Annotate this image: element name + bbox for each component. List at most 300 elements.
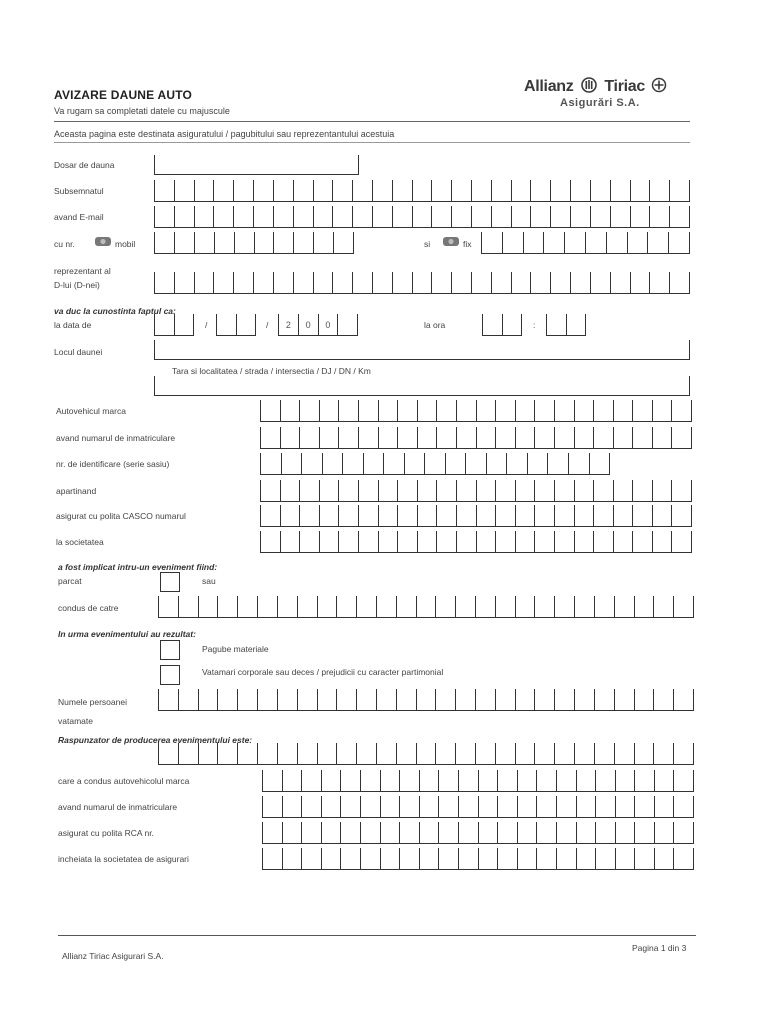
letter-cell[interactable] [495, 743, 515, 764]
letter-cell[interactable] [317, 596, 337, 617]
letter-cell[interactable] [517, 848, 537, 869]
letter-cell[interactable] [217, 689, 237, 710]
letter-cell[interactable] [515, 531, 535, 552]
letter-cell[interactable] [456, 427, 476, 448]
letter-cell[interactable] [262, 796, 282, 817]
letter-cell[interactable] [458, 770, 478, 791]
letter-cell[interactable] [280, 427, 300, 448]
letter-cell[interactable] [338, 531, 358, 552]
letter-cell[interactable] [471, 206, 491, 227]
letter-cell[interactable] [502, 314, 523, 335]
letter-cell[interactable] [319, 400, 339, 421]
letter-cell[interactable] [652, 480, 672, 501]
letter-cell[interactable] [594, 743, 614, 764]
letter-cell[interactable] [653, 689, 673, 710]
letter-cell[interactable] [515, 400, 535, 421]
letter-cell[interactable] [338, 505, 358, 526]
letter-cell[interactable] [372, 180, 392, 201]
letter-cell[interactable] [594, 596, 614, 617]
letter-cell[interactable] [253, 272, 273, 293]
letter-cell[interactable] [634, 743, 654, 764]
letter-cell[interactable] [610, 206, 630, 227]
letter-cell[interactable] [550, 206, 570, 227]
letter-cell[interactable] [673, 743, 694, 764]
letter-cell[interactable] [217, 743, 237, 764]
letter-cell[interactable] [313, 180, 333, 201]
letter-cell[interactable] [380, 796, 400, 817]
letter-cell[interactable] [610, 180, 630, 201]
societatea-asig-field[interactable] [262, 848, 694, 870]
letter-cell[interactable] [671, 427, 692, 448]
letter-cell[interactable] [399, 822, 419, 843]
letter-cell[interactable] [237, 596, 257, 617]
letter-cell[interactable] [497, 796, 517, 817]
letter-cell[interactable] [511, 206, 531, 227]
letter-cell[interactable] [613, 427, 633, 448]
letter-cell[interactable] [332, 272, 352, 293]
letter-cell[interactable] [397, 427, 417, 448]
letter-cell[interactable] [478, 796, 498, 817]
letter-cell[interactable] [260, 427, 280, 448]
letter-cell[interactable] [491, 180, 511, 201]
letter-cell[interactable] [332, 180, 352, 201]
letter-cell[interactable] [511, 180, 531, 201]
letter-cell[interactable] [570, 272, 590, 293]
letter-cell[interactable] [412, 180, 432, 201]
letter-cell[interactable] [649, 206, 669, 227]
letter-cell[interactable] [652, 531, 672, 552]
letter-cell[interactable] [554, 743, 574, 764]
letter-cell[interactable] [476, 400, 496, 421]
letter-cell[interactable] [392, 180, 412, 201]
letter-cell[interactable] [299, 427, 319, 448]
letter-cell[interactable] [378, 531, 398, 552]
letter-cell[interactable] [198, 743, 218, 764]
letter-cell[interactable] [652, 400, 672, 421]
letter-cell[interactable] [356, 596, 376, 617]
letter-cell[interactable] [158, 743, 178, 764]
letter-cell[interactable] [363, 453, 384, 474]
letter-cell[interactable] [593, 505, 613, 526]
letter-cell[interactable] [465, 453, 486, 474]
letter-cell[interactable] [455, 596, 475, 617]
letter-cell[interactable] [262, 822, 282, 843]
letter-cell[interactable] [594, 689, 614, 710]
letter-cell[interactable] [178, 689, 198, 710]
letter-cell[interactable] [293, 180, 313, 201]
letter-cell[interactable] [154, 232, 174, 253]
letter-cell[interactable] [649, 272, 669, 293]
letter-cell[interactable] [260, 531, 280, 552]
letter-cell[interactable] [378, 427, 398, 448]
locul-field-2[interactable] [154, 376, 690, 396]
letter-cell[interactable] [396, 689, 416, 710]
letter-cell[interactable] [476, 505, 496, 526]
letter-cell[interactable] [590, 180, 610, 201]
letter-cell[interactable] [213, 206, 233, 227]
letter-cell[interactable] [419, 796, 439, 817]
letter-cell[interactable] [574, 480, 594, 501]
letter-cell[interactable] [280, 505, 300, 526]
letter-cell[interactable] [322, 453, 343, 474]
letter-cell[interactable] [615, 822, 635, 843]
letter-cell[interactable] [556, 796, 576, 817]
letter-cell[interactable] [478, 770, 498, 791]
letter-cell[interactable] [574, 596, 594, 617]
fix-field[interactable] [481, 232, 690, 254]
letter-cell[interactable] [673, 796, 694, 817]
day-field[interactable] [154, 314, 194, 336]
letter-cell[interactable] [574, 400, 594, 421]
letter-cell[interactable] [419, 822, 439, 843]
letter-cell[interactable] [299, 505, 319, 526]
letter-cell[interactable] [417, 505, 437, 526]
letter-cell[interactable] [495, 689, 515, 710]
letter-cell[interactable] [194, 272, 214, 293]
letter-cell[interactable] [615, 796, 635, 817]
letter-cell[interactable] [277, 743, 297, 764]
letter-cell[interactable] [257, 689, 277, 710]
letter-cell[interactable] [416, 596, 436, 617]
letter-cell[interactable] [198, 689, 218, 710]
letter-cell[interactable] [317, 689, 337, 710]
minute-field[interactable] [546, 314, 586, 336]
letter-cell[interactable] [293, 206, 313, 227]
letter-cell[interactable] [671, 400, 692, 421]
letter-cell[interactable] [378, 505, 398, 526]
letter-cell[interactable] [436, 427, 456, 448]
letter-cell[interactable] [471, 272, 491, 293]
letter-cell[interactable] [392, 206, 412, 227]
letter-cell[interactable] [417, 531, 437, 552]
letter-cell[interactable] [194, 180, 214, 201]
letter-cell[interactable] [615, 770, 635, 791]
letter-cell[interactable] [530, 180, 550, 201]
letter-cell[interactable] [634, 796, 654, 817]
letter-cell[interactable] [511, 272, 531, 293]
letter-cell[interactable] [653, 743, 673, 764]
letter-cell[interactable] [340, 796, 360, 817]
letter-cell[interactable] [515, 596, 535, 617]
letter-cell[interactable] [653, 596, 673, 617]
letter-cell[interactable] [614, 596, 634, 617]
letter-cell[interactable] [523, 232, 544, 253]
hour-field[interactable] [482, 314, 522, 336]
letter-cell[interactable] [515, 427, 535, 448]
letter-cell[interactable] [576, 822, 596, 843]
letter-cell[interactable] [495, 480, 515, 501]
serie-sasiu-field[interactable] [260, 453, 610, 475]
letter-cell[interactable] [475, 689, 495, 710]
letter-cell[interactable] [262, 770, 282, 791]
letter-cell[interactable] [475, 596, 495, 617]
letter-cell[interactable] [497, 848, 517, 869]
letter-cell[interactable] [517, 770, 537, 791]
letter-cell[interactable] [534, 427, 554, 448]
letter-cell[interactable] [458, 848, 478, 869]
letter-cell[interactable] [380, 848, 400, 869]
letter-cell[interactable] [451, 206, 471, 227]
letter-cell[interactable] [297, 596, 317, 617]
letter-cell[interactable] [630, 272, 650, 293]
letter-cell[interactable] [313, 206, 333, 227]
letter-cell[interactable] [280, 531, 300, 552]
letter-cell[interactable] [321, 770, 341, 791]
letter-cell[interactable] [554, 427, 574, 448]
letter-cell[interactable] [321, 796, 341, 817]
letter-cell[interactable] [399, 770, 419, 791]
letter-cell[interactable] [671, 505, 692, 526]
letter-cell[interactable] [293, 272, 313, 293]
letter-cell[interactable] [634, 596, 654, 617]
letter-cell[interactable] [495, 400, 515, 421]
letter-cell[interactable] [456, 531, 476, 552]
letter-cell[interactable] [590, 206, 610, 227]
letter-cell[interactable] [333, 232, 354, 253]
letter-cell[interactable] [554, 531, 574, 552]
letter-cell[interactable] [576, 848, 596, 869]
letter-cell[interactable] [491, 206, 511, 227]
letter-cell[interactable] [438, 848, 458, 869]
letter-cell[interactable] [536, 822, 556, 843]
rca-field[interactable] [262, 822, 694, 844]
letter-cell[interactable] [589, 453, 611, 474]
letter-cell[interactable] [536, 848, 556, 869]
letter-cell[interactable] [527, 453, 548, 474]
letter-cell[interactable] [634, 822, 654, 843]
letter-cell[interactable] [412, 206, 432, 227]
letter-cell[interactable] [376, 596, 396, 617]
letter-cell[interactable] [497, 770, 517, 791]
letter-cell[interactable] [613, 531, 633, 552]
letter-cell[interactable] [630, 206, 650, 227]
letter-cell[interactable] [237, 743, 257, 764]
letter-cell[interactable] [534, 596, 554, 617]
letter-cell[interactable] [431, 206, 451, 227]
letter-cell[interactable] [543, 232, 564, 253]
letter-cell[interactable] [257, 743, 277, 764]
letter-cell[interactable] [154, 272, 174, 293]
pagube-checkbox[interactable] [160, 640, 180, 660]
letter-cell[interactable] [301, 796, 321, 817]
email-field[interactable] [154, 206, 690, 228]
letter-cell[interactable] [435, 743, 455, 764]
letter-cell[interactable] [419, 770, 439, 791]
letter-cell[interactable] [495, 505, 515, 526]
letter-cell[interactable] [174, 206, 194, 227]
letter-cell[interactable] [471, 180, 491, 201]
letter-cell[interactable] [554, 480, 574, 501]
letter-cell[interactable] [481, 232, 502, 253]
letter-cell[interactable] [213, 180, 233, 201]
letter-cell[interactable] [627, 232, 648, 253]
letter-cell[interactable] [340, 822, 360, 843]
letter-cell[interactable] [378, 400, 398, 421]
letter-cell[interactable] [299, 400, 319, 421]
letter-cell[interactable] [178, 743, 198, 764]
letter-cell[interactable] [506, 453, 527, 474]
letter-cell[interactable] [634, 848, 654, 869]
letter-cell[interactable] [476, 531, 496, 552]
letter-cell[interactable] [574, 427, 594, 448]
letter-cell[interactable] [476, 480, 496, 501]
letter-cell[interactable] [301, 770, 321, 791]
letter-cell[interactable] [515, 743, 535, 764]
letter-cell[interactable] [376, 689, 396, 710]
letter-cell[interactable] [372, 206, 392, 227]
letter-cell[interactable] [282, 848, 302, 869]
letter-cell[interactable] [198, 596, 218, 617]
letter-cell[interactable] [615, 848, 635, 869]
letter-cell[interactable] [495, 427, 515, 448]
letter-cell[interactable] [372, 272, 392, 293]
reprezentant-field[interactable] [154, 272, 690, 294]
letter-cell[interactable] [360, 770, 380, 791]
letter-cell[interactable] [530, 272, 550, 293]
letter-cell[interactable] [260, 453, 281, 474]
letter-cell[interactable] [632, 505, 652, 526]
letter-cell[interactable] [253, 180, 273, 201]
letter-cell[interactable] [397, 400, 417, 421]
letter-cell[interactable] [671, 480, 692, 501]
letter-cell[interactable] [356, 743, 376, 764]
letter-cell[interactable] [649, 180, 669, 201]
letter-cell[interactable] [416, 689, 436, 710]
letter-cell[interactable] [234, 232, 254, 253]
letter-cell[interactable] [233, 180, 253, 201]
vatamari-checkbox[interactable] [160, 665, 180, 685]
letter-cell[interactable] [301, 822, 321, 843]
letter-cell[interactable] [595, 848, 615, 869]
letter-cell[interactable] [556, 770, 576, 791]
letter-cell[interactable] [613, 480, 633, 501]
letter-cell[interactable] [669, 272, 690, 293]
letter-cell[interactable] [536, 796, 556, 817]
letter-cell[interactable] [154, 206, 174, 227]
letter-cell[interactable] [358, 480, 378, 501]
letter-cell[interactable] [424, 453, 445, 474]
letter-cell[interactable] [358, 400, 378, 421]
letter-cell[interactable] [652, 505, 672, 526]
letter-cell[interactable] [352, 272, 372, 293]
letter-cell[interactable] [297, 689, 317, 710]
letter-cell[interactable] [154, 180, 174, 201]
letter-cell[interactable] [399, 796, 419, 817]
letter-cell[interactable] [515, 480, 535, 501]
letter-cell[interactable] [574, 743, 594, 764]
letter-cell[interactable] [517, 796, 537, 817]
letter-cell[interactable] [590, 272, 610, 293]
dosar-field[interactable] [154, 155, 359, 175]
letter-cell[interactable] [236, 314, 257, 335]
letter-cell[interactable] [301, 453, 322, 474]
letter-cell[interactable] [495, 596, 515, 617]
letter-cell[interactable] [486, 453, 507, 474]
letter-cell[interactable] [277, 596, 297, 617]
month-field[interactable] [216, 314, 256, 336]
letter-cell[interactable] [412, 272, 432, 293]
letter-cell[interactable] [282, 822, 302, 843]
letter-cell[interactable] [550, 180, 570, 201]
letter-cell[interactable] [174, 272, 194, 293]
letter-cell[interactable] [376, 743, 396, 764]
letter-cell[interactable] [280, 480, 300, 501]
letter-cell[interactable] [332, 206, 352, 227]
letter-cell[interactable] [293, 232, 313, 253]
letter-cell[interactable] [358, 427, 378, 448]
letter-cell[interactable] [336, 596, 356, 617]
letter-cell[interactable] [671, 531, 692, 552]
letter-cell[interactable] [237, 689, 257, 710]
letter-cell[interactable] [534, 531, 554, 552]
letter-cell[interactable] [260, 505, 280, 526]
letter-cell[interactable] [380, 770, 400, 791]
letter-cell[interactable] [338, 427, 358, 448]
letter-cell[interactable] [556, 848, 576, 869]
letter-cell[interactable] [319, 531, 339, 552]
letter-cell[interactable] [634, 689, 654, 710]
letter-cell[interactable] [564, 232, 585, 253]
letter-cell[interactable] [436, 505, 456, 526]
letter-cell[interactable] [497, 822, 517, 843]
letter-cell[interactable] [436, 400, 456, 421]
letter-cell[interactable] [431, 180, 451, 201]
letter-cell[interactable] [673, 689, 694, 710]
letter-cell[interactable] [213, 272, 233, 293]
letter-cell[interactable] [217, 596, 237, 617]
letter-cell[interactable] [273, 232, 293, 253]
letter-cell[interactable] [614, 743, 634, 764]
letter-cell[interactable] [281, 453, 302, 474]
letter-cell[interactable] [632, 480, 652, 501]
letter-cell[interactable] [593, 480, 613, 501]
letter-cell[interactable] [530, 206, 550, 227]
letter-cell[interactable] [606, 232, 627, 253]
letter-cell[interactable] [566, 314, 587, 335]
letter-cell[interactable] [673, 596, 694, 617]
letter-cell[interactable] [319, 505, 339, 526]
letter-cell[interactable] [438, 796, 458, 817]
letter-cell[interactable] [502, 232, 523, 253]
letter-cell[interactable] [262, 848, 282, 869]
raspunzator-field[interactable] [158, 743, 694, 765]
letter-cell[interactable] [319, 427, 339, 448]
letter-cell[interactable] [554, 596, 574, 617]
letter-cell[interactable] [273, 272, 293, 293]
letter-cell[interactable] [383, 453, 404, 474]
letter-cell[interactable] [273, 206, 293, 227]
letter-cell[interactable] [417, 427, 437, 448]
letter-cell[interactable] [456, 505, 476, 526]
letter-cell[interactable] [360, 848, 380, 869]
letter-cell[interactable] [273, 180, 293, 201]
numele-field[interactable] [158, 689, 694, 711]
letter-cell[interactable] [547, 453, 568, 474]
letter-cell[interactable] [546, 314, 566, 335]
nr-inmatriculare-2-field[interactable] [262, 796, 694, 818]
letter-cell[interactable] [455, 743, 475, 764]
letter-cell[interactable] [595, 822, 615, 843]
letter-cell[interactable] [397, 480, 417, 501]
letter-cell[interactable] [673, 822, 694, 843]
letter-cell[interactable] [174, 232, 194, 253]
letter-cell[interactable] [299, 480, 319, 501]
letter-cell[interactable] [154, 314, 174, 335]
letter-cell[interactable] [632, 427, 652, 448]
letter-cell[interactable] [482, 314, 502, 335]
letter-cell[interactable] [456, 480, 476, 501]
letter-cell[interactable] [257, 596, 277, 617]
